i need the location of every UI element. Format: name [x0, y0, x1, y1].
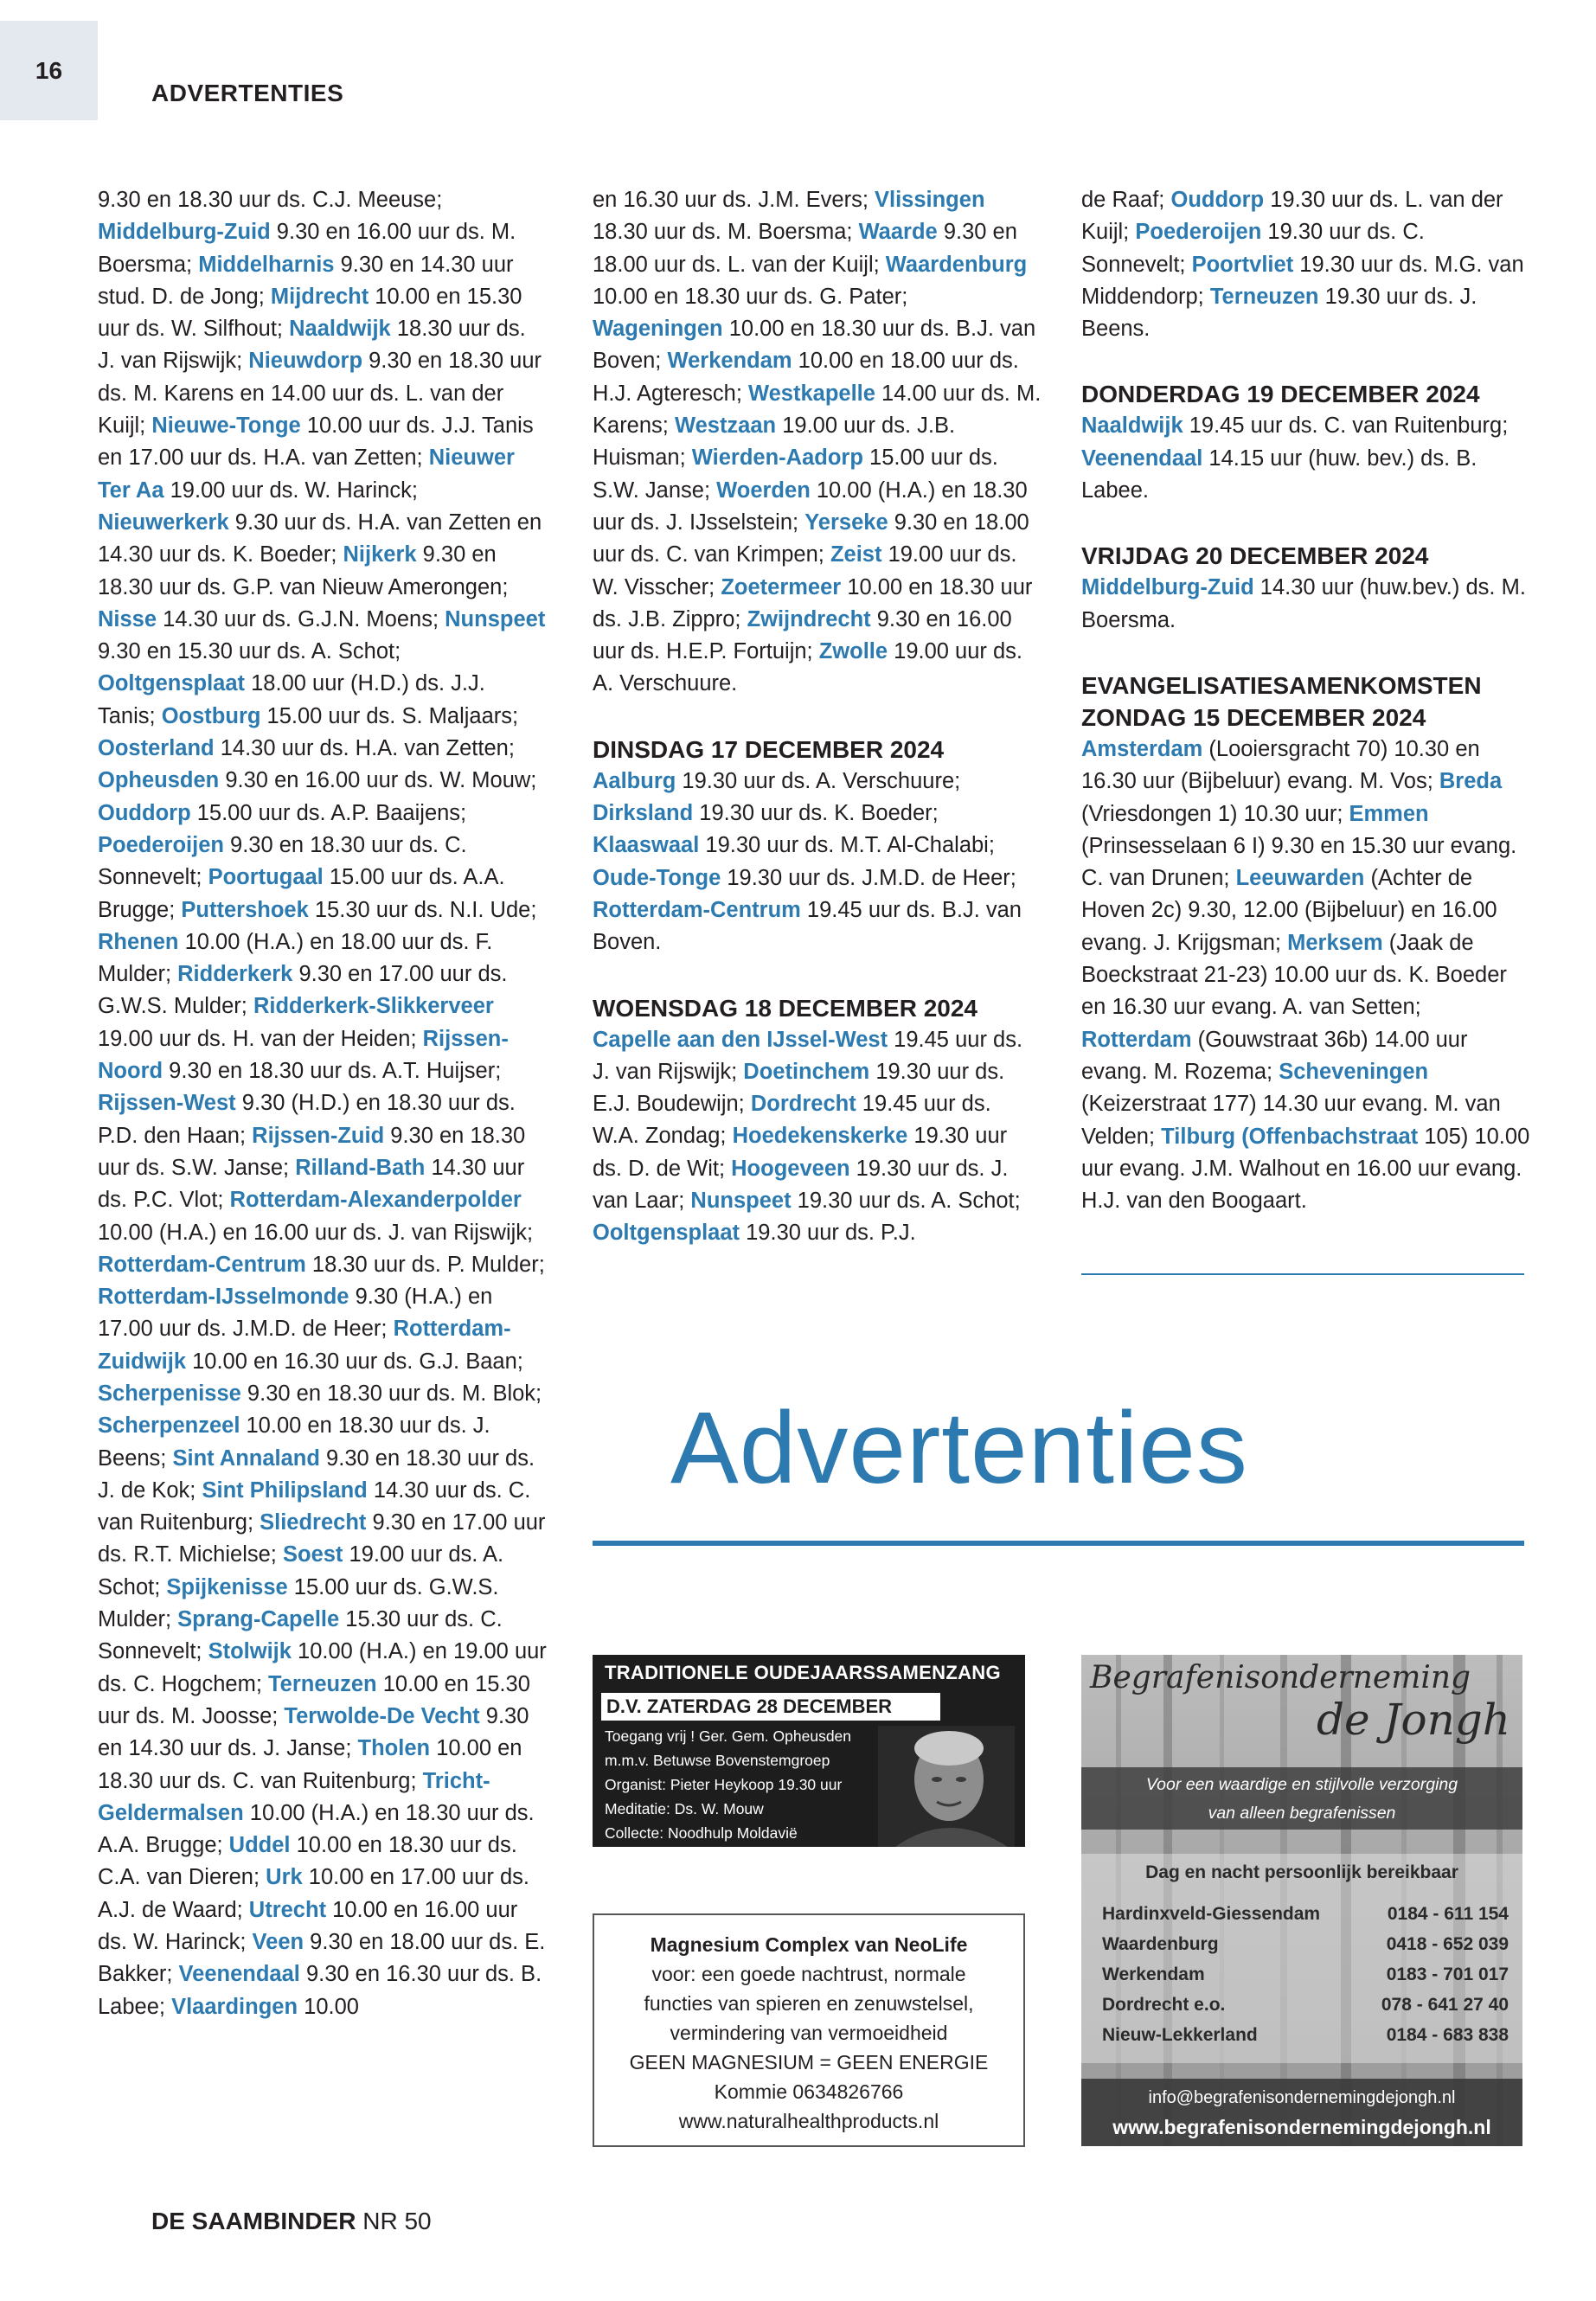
place-name: Mijdrecht	[270, 284, 369, 309]
place-name: Tricht-Geldermalsen	[98, 1768, 490, 1825]
ad-website: www.naturalhealthproducts.nl	[678, 2110, 939, 2132]
place-name: Zwijndrecht	[747, 606, 871, 631]
place-name: Dordrecht	[750, 1092, 856, 1117]
location: Hardinxveld-Giessendam	[1102, 1904, 1321, 1924]
place-name: Puttershoek	[181, 897, 309, 922]
place-name: Middelburg-Zuid	[1081, 575, 1254, 600]
place-name: Zwolle	[818, 639, 888, 664]
place-name: Emmen	[1349, 801, 1429, 826]
place-name: Vlissingen	[874, 188, 985, 212]
place-name: Terwolde-De Vecht	[284, 1703, 480, 1728]
place-name: Nunspeet	[445, 606, 546, 631]
place-name: Veenendaal	[1081, 445, 1203, 471]
place-name: Ooltgensplaat	[98, 671, 246, 696]
ad-title: Magnesium Complex van NeoLife	[650, 1933, 968, 1956]
place-name: Utrecht	[248, 1897, 327, 1922]
place-name: Oude-Tonge	[593, 865, 721, 890]
place-name: Rijssen-Zuid	[252, 1123, 385, 1148]
place-name: Rotterdam-Zuidwijk	[98, 1317, 511, 1374]
place-name: Rotterdam	[1081, 1027, 1192, 1052]
phone-row	[1102, 1929, 1509, 1959]
service-listing: Aalburg 19.30 uur ds. A. Verschuure; Dirksland 19.30 uur ds. K. Boeder; Klaaswaal 19.30 uur ds. M.T. Al-Chalabi; Oude-Tonge 19.30 uur ds. J.M.D. de Heer; Rotterdam-Centrum 19.45 uur ds. B.J. van Boven.	[593, 768, 1022, 955]
issue-number: NR 50	[362, 2208, 432, 2234]
listing-column-2	[593, 184, 1042, 1250]
page-number: 16	[0, 21, 98, 120]
publication-name: DE SAAMBINDER	[151, 2208, 356, 2234]
column-divider	[1081, 1273, 1524, 1275]
phone-number: 0184 - 683 838	[1386, 2025, 1509, 2045]
place-name: Rotterdam-Centrum	[593, 897, 801, 922]
service-listing: Naaldwijk 19.45 uur ds. C. van Ruitenburg; Veenendaal 14.15 uur (huw. bev.) ds. B. Labee.	[1081, 413, 1509, 503]
place-name: Tholen	[357, 1736, 431, 1761]
ad-details	[605, 1724, 851, 1845]
place-name: Doetinchem	[743, 1059, 870, 1084]
place-name: Scherpenzeel	[98, 1413, 240, 1439]
contact-footer	[1081, 2079, 1522, 2146]
place-name: Oosterland	[98, 736, 215, 761]
place-name: Waarde	[858, 220, 938, 245]
place-name: Ouddorp	[98, 800, 191, 825]
ad-line: m.m.v. Betuwse Bovenstemgroep	[605, 1752, 830, 1769]
phone-row	[1102, 1899, 1509, 1929]
ad-line: Kommie 0634826766	[714, 2080, 904, 2103]
ad-line: GEEN MAGNESIUM = GEEN ENERGIE	[629, 2051, 989, 2073]
place-name: Waardenburg	[885, 252, 1028, 277]
ad-line: functies van spieren en zenuwstelsel,	[644, 1992, 974, 2015]
ad-date: D.V. ZATERDAG 28 DECEMBER	[601, 1693, 940, 1721]
place-name: Nijkerk	[343, 542, 417, 567]
ad-line: Organist: Pieter Heykoop 19.30 uur	[605, 1776, 843, 1793]
place-name: Zeist	[830, 542, 882, 567]
place-name: Vlaardingen	[171, 1994, 298, 2019]
service-listing: en 16.30 uur ds. J.M. Evers; Vlissingen 18.30 uur ds. M. Boersma; Waarde 9.30 en 18.00 uur ds. L. van der Kuijl; Waardenburg 10.00 en 18.30 uur ds. G. Pater; Wageningen 10.00 en 18.30 uur ds. B.J. van Boven; Werkendam 10.00 en 18.00 uur ds. H.J. Agteresch; Westkapelle 14.00 uur ds. M. Karens; Westzaan 19.00 uur ds. J.B. Huisman; Wierden-Aadorp 15.00 uur ds. S.W. Janse; Woerden 10.00 (H.A.) en 18.30 uur ds. J. IJsselstein; Yerseke 9.30 en 18.00 uur ds. C. van Krimpen; Zeist 19.00 uur ds. W. Visscher; Zoetermeer 10.00 en 18.30 uur ds. J.B. Zippro; Zwijndrecht 9.30 en 16.00 uur ds. H.E.P. Fortuijn; Zwolle 19.00 uur ds. A. Verschuure.	[593, 188, 1042, 696]
place-name: Rilland-Bath	[295, 1155, 426, 1180]
place-name: Middelburg-Zuid	[98, 220, 271, 245]
publication-footer	[151, 2208, 432, 2235]
service-listing: de Raaf; Ouddorp 19.30 uur ds. L. van der Kuijl; Poederoijen 19.30 uur ds. C. Sonnevelt; Poortvliet 19.30 uur ds. M.G. van Middendorp; Terneuzen 19.30 uur ds. J. Beens.	[1081, 188, 1524, 342]
place-name: Stolwijk	[208, 1639, 292, 1664]
location: Dordrecht e.o.	[1102, 1995, 1226, 2015]
place-name: Terneuzen	[268, 1671, 377, 1696]
place-name: Dirksland	[593, 801, 694, 826]
place-name: Breda	[1439, 769, 1503, 794]
place-name: Poederoijen	[1135, 220, 1262, 245]
place-name: Sint Annaland	[172, 1445, 320, 1471]
place-name: Tilburg (Offenbachstraat	[1161, 1124, 1419, 1149]
place-name: Wageningen	[593, 317, 723, 342]
phone-row	[1102, 1959, 1509, 1990]
place-name: Poortvliet	[1191, 252, 1294, 277]
heading-underline	[593, 1541, 1524, 1546]
place-name: Terneuzen	[1209, 284, 1319, 309]
place-name: Naaldwijk	[289, 317, 391, 342]
place-name: Ridderkerk-Slikkerveer	[253, 994, 494, 1019]
place-name: Nieuwdorp	[248, 349, 363, 374]
phone-row	[1102, 1990, 1509, 2020]
place-name: Werkendam	[667, 349, 792, 374]
place-name: Klaaswaal	[593, 833, 700, 858]
day-heading: DONDERDAG 19 DECEMBER 2024	[1081, 381, 1480, 408]
place-name: Rotterdam-Centrum	[98, 1252, 306, 1277]
ad-magnesium	[593, 1913, 1025, 2147]
place-name: Rijssen-West	[98, 1091, 236, 1116]
place-name: Uddel	[228, 1833, 291, 1858]
place-name: Naaldwijk	[1081, 413, 1183, 439]
place-name: Zoetermeer	[721, 574, 842, 599]
place-name: Ridderkerk	[177, 962, 293, 987]
ad-line: Meditatie: Ds. W. Mouw	[605, 1800, 764, 1817]
place-name: Rhenen	[98, 929, 179, 954]
place-name: Middelharnis	[198, 252, 335, 277]
place-name: Nisse	[98, 606, 157, 631]
place-name: Yerseke	[804, 510, 888, 535]
tagline-band	[1081, 1767, 1522, 1830]
place-name: Rotterdam-IJsselmonde	[98, 1285, 349, 1310]
place-name: Nieuwer Ter Aa	[98, 445, 515, 503]
day-heading: VRIJDAG 20 DECEMBER 2024	[1081, 542, 1429, 570]
website-url: www.begrafenisondernemingdejongh.nl	[1112, 2116, 1491, 2138]
email-address: info@begrafenisondernemingdejongh.nl	[1148, 2088, 1456, 2107]
place-name: Spijkenisse	[166, 1574, 288, 1599]
ad-begrafenisonderneming	[1081, 1655, 1522, 2146]
tagline: Voor een waardige en stijlvolle verzorging	[1145, 1775, 1458, 1794]
place-name: Sint Philipsland	[202, 1477, 368, 1503]
place-name: Hoogeveen	[731, 1156, 850, 1181]
place-name: Westkapelle	[748, 381, 875, 406]
place-name: Leeuwarden	[1235, 866, 1365, 891]
place-name: Poederoijen	[98, 832, 224, 857]
portrait-photo	[878, 1726, 1015, 1847]
place-name: Poortugaal	[208, 865, 324, 890]
day-heading: WOENSDAG 18 DECEMBER 2024	[593, 994, 978, 1022]
service-listing: Middelburg-Zuid 14.30 uur (huw.bev.) ds. M. Boersma.	[1081, 575, 1526, 632]
location: Werkendam	[1102, 1965, 1205, 1984]
place-name: Scheveningen	[1279, 1059, 1429, 1084]
place-name: Nunspeet	[690, 1189, 792, 1214]
place-name: Aalburg	[593, 768, 676, 793]
day-heading: ZONDAG 15 DECEMBER 2024	[1081, 703, 1426, 731]
ad-line: Toegang vrij ! Ger. Gem. Opheusden	[605, 1727, 852, 1745]
day-heading: DINSDAG 17 DECEMBER 2024	[593, 735, 945, 763]
company-name-line2: de Jongh	[1316, 1695, 1510, 1745]
service-listing: Capelle aan den IJssel-West 19.45 uur ds. J. van Rijswijk; Doetinchem 19.30 uur ds. E.J. Boudewijn; Dordrecht 19.45 uur ds. W.A. Zondag; Hoedekenskerke 19.30 uur ds. D. de Wit; Hoogeveen 19.30 uur ds. J. van Laar; Nunspeet 19.30 uur ds. A. Schot; Ooltgensplaat 19.30 uur ds. P.J.	[593, 1027, 1023, 1246]
ad-title: TRADITIONELE OUDEJAARSSAMENZANG	[605, 1662, 1001, 1683]
place-name: Opheusden	[98, 768, 220, 793]
ad-line: voor: een goede nachtrust, normale	[651, 1963, 966, 1985]
place-name: Scherpenisse	[98, 1381, 241, 1406]
place-name: Sprang-Capelle	[177, 1607, 340, 1632]
availability-note: Dag en nacht persoonlijk bereikbaar	[1145, 1862, 1458, 1882]
place-name: Veenendaal	[178, 1962, 300, 1987]
place-name: Ouddorp	[1170, 188, 1265, 212]
ad-oudejaarssamenzang	[593, 1655, 1025, 1847]
place-name: Capelle aan den IJssel-West	[593, 1027, 888, 1052]
place-name: Nieuwerkerk	[98, 510, 229, 535]
place-name: Woerden	[716, 478, 811, 503]
day-heading: EVANGELISATIESAMENKOMSTEN	[1081, 671, 1482, 699]
phone-number: 078 - 641 27 40	[1381, 1995, 1509, 2015]
place-name: Rotterdam-Alexanderpolder	[229, 1188, 522, 1213]
place-name: Amsterdam	[1081, 736, 1203, 761]
phone-number: 0183 - 701 017	[1386, 1965, 1509, 1984]
location: Nieuw-Lekkerland	[1102, 2025, 1258, 2045]
phone-number: 0184 - 611 154	[1387, 1904, 1509, 1924]
section-title: ADVERTENTIES	[151, 80, 344, 106]
place-name: Oostburg	[161, 703, 261, 728]
tagline: van alleen begrafenissen	[1208, 1804, 1396, 1823]
place-name: Merksem	[1287, 930, 1383, 955]
phone-row	[1102, 2020, 1509, 2050]
listing-column-3	[1081, 184, 1531, 1217]
listing-column-1	[98, 184, 548, 2023]
advertenties-heading: Advertenties	[670, 1391, 1248, 1505]
ad-line: Collecte: Noodhulp Moldavië	[605, 1824, 798, 1842]
place-name: Urk	[266, 1865, 303, 1890]
place-name: Sliedrecht	[260, 1510, 367, 1535]
company-name-line1: Begrafenisonderneming	[1090, 1660, 1471, 1695]
place-name: Rijssen-Noord	[98, 1026, 509, 1084]
service-listing: 9.30 en 18.30 uur ds. C.J. Meeuse; Middelburg-Zuid 9.30 en 16.00 uur ds. M. Boersma; Middelharnis 9.30 en 14.30 uur stud. D. de Jong; Mijdrecht 10.00 en 15.30 uur ds. W. Silfhout; Naaldwijk 18.30 uur ds. J. van Rijswijk; Nieuwdorp 9.30 en 18.30 uur ds. M. Karens en 14.00 uur ds. L. van der Kuijl; Nieuwe-Tonge 10.00 uur ds. J.J. Tanis en 17.00 uur ds. H.A. van Zetten; Nieuwer Ter Aa 19.00 uur ds. W. Harinck; Nieuwerkerk 9.30 uur ds. H.A. van Zetten en 14.30 uur ds. K. Boeder; Nijkerk 9.30 en 18.30 uur ds. G.P. van Nieuw Amerongen; Nisse 14.30 uur ds. G.J.N. Moens; Nunspeet 9.30 en 15.30 uur ds. A. Schot; Ooltgensplaat 18.00 uur (H.D.) ds. J.J. Tanis; Oostburg 15.00 uur ds. S. Maljaars; Oosterland 14.30 uur ds. H.A. van Zetten; Opheusden 9.30 en 16.00 uur ds. W. Mouw; Ouddorp 15.00 uur ds. A.P. Baaijens; Poederoijen 9.30 en 18.30 uur ds. C. Sonnevelt; Poortugaal 15.00 uur ds. A.A. Brugge; Puttershoek 15.30 uur ds. N.I. Ude; Rhenen 10.00 (H.A.) en 18.00 uur ds. F. Mulder; Ridderkerk 9.30 en 17.00 uur ds. G.W.S. Mulder; Ridderkerk-Slikkerveer 19.00 uur ds. H. van der Heiden; Rijssen-Noord 9.30 en 18.30 uur ds. A.T. Huijser; Rijssen-West 9.30 (H.D.) en 18.30 uur ds. P.D. den Haan; Rijssen-Zuid 9.30 en 18.30 uur ds. S.W. Janse; Rilland-Bath 14.30 uur ds. P.C. Vlot; Rotterdam-Alexanderpolder 10.00 (H.A.) en 16.00 uur ds. J. van Rijswijk; Rotterdam-Centrum 18.30 uur ds. P. Mulder; Rotterdam-IJsselmonde 9.30 (H.A.) en 17.00 uur ds. J.M.D. de Heer; Rotterdam-Zuidwijk 10.00 en 16.30 uur ds. G.J. Baan; Scherpenisse 9.30 en 18.30 uur ds. M. Blok; Scherpenzeel 10.00 en 18.30 uur ds. J. Beens; Sint Annaland 9.30 en 18.30 uur ds. J. de Kok; Sint Philipsland 14.30 uur ds. C. van Ruitenburg; Sliedrecht 9.30 en 17.00 uur ds. R.T. Michielse; Soest 19.00 uur ds. A. Schot; Spijkenisse 15.00 uur ds. G.W.S. Mulder; Sprang-Capelle 15.30 uur ds. C. Sonnevelt; Stolwijk 10.00 (H.A.) en 19.00 uur ds. C. Hogchem; Terneuzen 10.00 en 15.30 uur ds. M. Joosse; Terwolde-De Vecht 9.30 en 14.30 uur ds. J. Janse; Tholen 10.00 en 18.30 uur ds. C. van Ruitenburg; Tricht-Geldermalsen 10.00 (H.A.) en 18.30 uur ds. A.A. Brugge; Uddel 10.00 en 18.30 uur ds. C.A. van Dieren; Urk 10.00 en 17.00 uur ds. A.J. de Waard; Utrecht 10.00 en 16.00 uur ds. W. Harinck; Veen 9.30 en 18.00 uur ds. E. Bakker; Veenendaal 9.30 en 16.30 uur ds. B. Labee; Vlaardingen 10.00	[98, 188, 547, 2019]
place-name: Hoedekenskerke	[732, 1124, 908, 1149]
place-name: Ooltgensplaat	[593, 1221, 740, 1246]
phone-number: 0418 - 652 039	[1386, 1934, 1509, 1954]
place-name: Wierden-Aadorp	[691, 445, 863, 471]
place-name: Westzaan	[674, 413, 777, 439]
place-name: Veen	[252, 1930, 304, 1955]
place-name: Nieuwe-Tonge	[151, 413, 301, 439]
location: Waardenburg	[1102, 1934, 1219, 1954]
phone-list	[1102, 1899, 1509, 2050]
service-listing: Amsterdam (Looiersgracht 70) 10.30 en 16.30 uur (Bijbeluur) evang. M. Vos; Breda (Vriesdongen 1) 10.30 uur; Emmen (Prinsesselaan 6 I) 9.30 en 15.30 uur evang. C. van Drunen; Leeuwarden (Achter de Hoven 2c) 9.30, 12.00 (Bijbeluur) en 16.00 evang. J. Krijgsman; Merksem (Jaak de Boeckstraat 21-23) 10.00 uur ds. K. Boeder en 16.30 uur evang. A. van Setten; Rotterdam (Gouwstraat 36b) 14.00 uur evang. M. Rozema; Scheveningen (Keizerstraat 177) 14.30 uur evang. M. van Velden; Tilburg (Offenbachstraat 105) 10.00 uur evang. J.M. Walhout en 16.00 uur evang. H.J. van den Boogaart.	[1081, 736, 1530, 1214]
ad-line: vermindering van vermoeidheid	[670, 2022, 948, 2044]
place-name: Soest	[282, 1542, 343, 1567]
